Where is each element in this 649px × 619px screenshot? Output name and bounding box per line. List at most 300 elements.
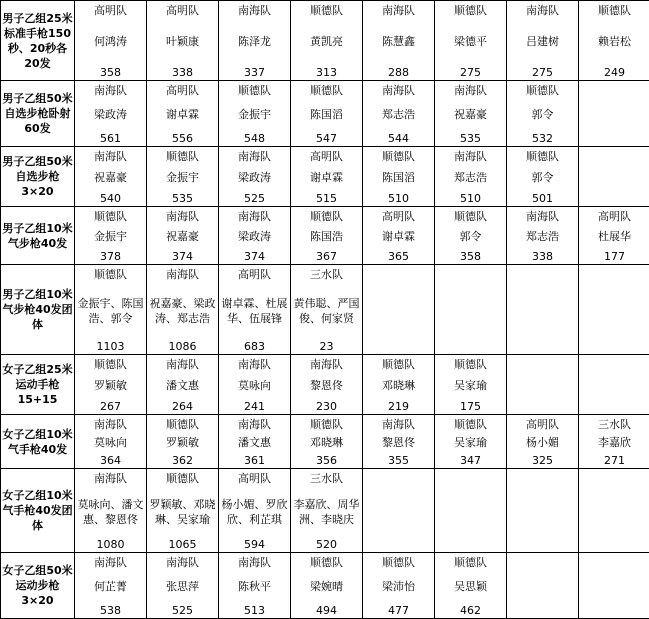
team-name: 南海队 [435, 81, 506, 98]
athlete-names: 梁政涛 [219, 229, 290, 244]
result-cell [507, 415, 579, 469]
result-entry [363, 81, 434, 146]
team-name: 三水队 [291, 265, 362, 282]
result-entry [507, 1, 578, 80]
athlete-names: 陈国滔 [363, 170, 434, 185]
team-name: 顺德队 [435, 553, 506, 570]
score: 532 [507, 131, 578, 146]
result-entry [75, 265, 146, 354]
score: 1080 [75, 537, 146, 552]
result-cell [147, 147, 219, 207]
score: 547 [291, 131, 362, 146]
result-cell [507, 81, 579, 147]
event-row [1, 469, 649, 553]
result-entry [435, 207, 506, 264]
event-row [1, 265, 649, 355]
result-cell [435, 355, 507, 415]
athlete-names: 金振宇 [147, 170, 218, 185]
team-name: 南海队 [363, 1, 434, 18]
score: 241 [219, 399, 290, 414]
event-title: 男子乙组50米自选步枪3×20 [1, 147, 75, 207]
score: 535 [435, 131, 506, 146]
result-cell [75, 415, 147, 469]
team-name: 顺德队 [363, 553, 434, 570]
result-entry [507, 415, 578, 468]
empty-cell [435, 265, 507, 355]
score: 338 [507, 249, 578, 264]
team-name: 南海队 [219, 355, 290, 372]
team-name: 南海队 [75, 415, 146, 432]
athlete-names: 陈国浩 [291, 229, 362, 244]
result-cell [219, 207, 291, 265]
result-entry [435, 81, 506, 146]
team-name: 顺德队 [291, 415, 362, 432]
score: 358 [75, 65, 146, 80]
result-entry [75, 81, 146, 146]
result-entry [291, 355, 362, 414]
event-title: 女子乙组50米运动步枪3×20 [1, 553, 75, 619]
result-entry [579, 207, 649, 264]
score: 510 [363, 191, 434, 206]
score: 325 [507, 453, 578, 468]
team-name: 南海队 [219, 415, 290, 432]
empty-cell [579, 553, 649, 619]
team-name: 顺德队 [363, 355, 434, 372]
result-cell [219, 553, 291, 619]
score: 362 [147, 453, 218, 468]
team-name: 高明队 [507, 415, 578, 432]
athlete-names: 梁婉晴 [291, 579, 362, 594]
result-cell [219, 415, 291, 469]
athlete-names: 黎恩佟 [291, 378, 362, 393]
score: 361 [219, 453, 290, 468]
athlete-names: 陈泽龙 [219, 34, 290, 49]
score: 267 [75, 399, 146, 414]
score: 356 [291, 453, 362, 468]
athlete-names: 吴家瑜 [435, 378, 506, 393]
score: 535 [147, 191, 218, 206]
result-entry [75, 147, 146, 206]
team-name: 南海队 [363, 415, 434, 432]
team-name: 南海队 [219, 1, 290, 18]
athlete-names: 罗颖敏 [147, 435, 218, 450]
result-cell [219, 1, 291, 81]
result-entry [219, 415, 290, 468]
result-cell [435, 147, 507, 207]
athlete-names: 金振宇、陈国浩、郭令 [75, 296, 146, 326]
athlete-names: 谢卓霖、杜展华、伍展锋 [219, 296, 290, 326]
result-cell [291, 355, 363, 415]
result-entry [75, 207, 146, 264]
event-row [1, 207, 649, 265]
score: 355 [363, 453, 434, 468]
result-entry [363, 1, 434, 80]
athlete-names: 陈国滔 [291, 107, 362, 122]
event-row [1, 415, 649, 469]
event-title: 女子乙组10米气手枪40发 [1, 415, 75, 469]
team-name: 高明队 [579, 207, 649, 224]
team-name: 南海队 [147, 207, 218, 224]
athlete-names: 潘文惠 [219, 435, 290, 450]
result-cell [147, 265, 219, 355]
result-cell [507, 1, 579, 81]
result-entry [507, 207, 578, 264]
result-entry [219, 355, 290, 414]
team-name: 顺德队 [219, 81, 290, 98]
athlete-names: 罗颖敏 [75, 378, 146, 393]
athlete-names: 吴思颖 [435, 579, 506, 594]
result-cell [75, 81, 147, 147]
result-entry [147, 469, 218, 552]
score: 249 [579, 65, 649, 80]
result-entry [363, 147, 434, 206]
score: 313 [291, 65, 362, 80]
result-entry [147, 1, 218, 80]
result-entry [75, 1, 146, 80]
result-entry [219, 207, 290, 264]
team-name: 南海队 [507, 1, 578, 18]
athlete-names: 潘文惠 [147, 378, 218, 393]
score: 365 [363, 249, 434, 264]
result-cell [75, 469, 147, 553]
result-entry [291, 265, 362, 354]
result-cell [291, 207, 363, 265]
result-cell [579, 207, 649, 265]
score: 275 [507, 65, 578, 80]
result-entry [363, 553, 434, 618]
result-cell [435, 207, 507, 265]
result-entry [219, 553, 290, 618]
result-entry [363, 415, 434, 468]
team-name: 顺德队 [291, 1, 362, 18]
result-entry [435, 147, 506, 206]
result-cell [147, 207, 219, 265]
team-name: 顺德队 [435, 415, 506, 432]
score: 544 [363, 131, 434, 146]
result-entry [291, 415, 362, 468]
team-name: 顺德队 [147, 147, 218, 164]
team-name: 南海队 [291, 355, 362, 372]
team-name: 三水队 [291, 469, 362, 486]
event-row [1, 81, 649, 147]
result-entry [291, 469, 362, 552]
team-name: 顺德队 [507, 81, 578, 98]
athlete-names: 杨小媚、罗欣欣、利芷琪 [219, 497, 290, 527]
athlete-names: 陈秋平 [219, 579, 290, 594]
team-name: 顺德队 [291, 81, 362, 98]
athlete-names: 梁政涛 [75, 107, 146, 122]
score: 494 [291, 603, 362, 618]
athlete-names: 李嘉欣、周华洲、李晓庆 [291, 497, 362, 527]
athlete-names: 邓晓琳 [291, 435, 362, 450]
athlete-names: 郑志浩 [435, 170, 506, 185]
athlete-names: 郭令 [435, 229, 506, 244]
team-name: 高明队 [363, 207, 434, 224]
score: 288 [363, 65, 434, 80]
event-title: 女子乙组10米气手枪40发团体 [1, 469, 75, 553]
athlete-names: 何芷菁 [75, 579, 146, 594]
result-entry [147, 147, 218, 206]
athlete-names: 谢卓霖 [147, 107, 218, 122]
result-cell [291, 469, 363, 553]
result-entry [219, 1, 290, 80]
athlete-names: 陈慧鑫 [363, 34, 434, 49]
score: 548 [219, 131, 290, 146]
team-name: 顺德队 [75, 207, 146, 224]
team-name: 南海队 [75, 81, 146, 98]
team-name: 顺德队 [363, 147, 434, 164]
team-name: 南海队 [75, 147, 146, 164]
athlete-names: 谢卓霖 [291, 170, 362, 185]
result-entry [219, 81, 290, 146]
athlete-names: 郑志浩 [363, 107, 434, 122]
result-cell [363, 1, 435, 81]
result-entry [507, 81, 578, 146]
athlete-names: 邓晓琳 [363, 378, 434, 393]
score: 271 [579, 453, 649, 468]
team-name: 三水队 [579, 415, 649, 432]
result-entry [75, 469, 146, 552]
score: 525 [147, 603, 218, 618]
empty-cell [435, 469, 507, 553]
score: 520 [291, 537, 362, 552]
result-entry [75, 415, 146, 468]
result-cell [291, 265, 363, 355]
athlete-names: 金振宇 [219, 107, 290, 122]
empty-cell [579, 469, 649, 553]
score: 683 [219, 339, 290, 354]
team-name: 顺德队 [147, 469, 218, 486]
score: 367 [291, 249, 362, 264]
result-cell [147, 469, 219, 553]
result-cell [579, 415, 649, 469]
athlete-names: 莫咏向 [219, 378, 290, 393]
score: 1103 [75, 339, 146, 354]
result-entry [507, 147, 578, 206]
team-name: 顺德队 [435, 207, 506, 224]
team-name: 顺德队 [291, 207, 362, 224]
empty-cell [507, 355, 579, 415]
team-name: 南海队 [507, 207, 578, 224]
result-cell [291, 553, 363, 619]
event-title: 女子乙组25米运动手枪15+15 [1, 355, 75, 415]
athlete-names: 梁政涛 [219, 170, 290, 185]
empty-cell [507, 553, 579, 619]
score: 540 [75, 191, 146, 206]
result-cell [435, 553, 507, 619]
athlete-names: 吕建树 [507, 34, 578, 49]
result-entry [435, 355, 506, 414]
team-name: 顺德队 [75, 355, 146, 372]
result-entry [147, 207, 218, 264]
result-entry [291, 147, 362, 206]
result-cell [363, 553, 435, 619]
athlete-names: 郭令 [507, 107, 578, 122]
result-cell [363, 415, 435, 469]
athlete-names: 谢卓霖 [363, 229, 434, 244]
result-cell [291, 81, 363, 147]
result-entry [435, 1, 506, 80]
result-entry [147, 81, 218, 146]
result-cell [363, 207, 435, 265]
empty-cell [579, 81, 649, 147]
score: 275 [435, 65, 506, 80]
result-cell [75, 147, 147, 207]
result-cell [147, 415, 219, 469]
score: 23 [291, 339, 362, 354]
result-cell [363, 147, 435, 207]
empty-cell [363, 469, 435, 553]
athlete-names: 金振宇 [75, 229, 146, 244]
team-name: 南海队 [219, 207, 290, 224]
result-cell [147, 355, 219, 415]
result-entry [363, 355, 434, 414]
athlete-names: 叶颖康 [147, 34, 218, 49]
event-row [1, 1, 649, 81]
score: 538 [75, 603, 146, 618]
result-cell [507, 207, 579, 265]
athlete-names: 莫咏向、潘文惠、黎恩佟 [75, 497, 146, 527]
result-cell [291, 415, 363, 469]
empty-cell [507, 265, 579, 355]
athlete-names: 祝嘉豪 [75, 170, 146, 185]
score: 358 [435, 249, 506, 264]
team-name: 顺德队 [435, 1, 506, 18]
result-entry [219, 469, 290, 552]
team-name: 顺德队 [147, 415, 218, 432]
score: 515 [291, 191, 362, 206]
event-row [1, 147, 649, 207]
result-cell [147, 553, 219, 619]
score: 510 [435, 191, 506, 206]
team-name: 高明队 [75, 1, 146, 18]
team-name: 高明队 [219, 265, 290, 282]
athlete-names: 郭令 [507, 170, 578, 185]
score: 561 [75, 131, 146, 146]
athlete-names: 莫咏向 [75, 435, 146, 450]
result-entry [219, 147, 290, 206]
result-entry [147, 553, 218, 618]
result-entry [291, 1, 362, 80]
team-name: 高明队 [147, 1, 218, 18]
result-entry [147, 355, 218, 414]
result-cell [507, 147, 579, 207]
result-entry [75, 553, 146, 618]
team-name: 南海队 [219, 147, 290, 164]
athlete-names: 梁德平 [435, 34, 506, 49]
team-name: 南海队 [363, 81, 434, 98]
result-cell [291, 147, 363, 207]
team-name: 南海队 [147, 355, 218, 372]
result-cell [363, 355, 435, 415]
empty-cell [579, 147, 649, 207]
score: 347 [435, 453, 506, 468]
empty-cell [363, 265, 435, 355]
athlete-names: 吴家瑜 [435, 435, 506, 450]
athlete-names: 黎恩佟 [363, 435, 434, 450]
score: 1065 [147, 537, 218, 552]
result-cell [219, 81, 291, 147]
score: 374 [219, 249, 290, 264]
result-cell [147, 81, 219, 147]
score: 594 [219, 537, 290, 552]
score: 337 [219, 65, 290, 80]
score: 462 [435, 603, 506, 618]
athlete-names: 张思萍 [147, 579, 218, 594]
result-entry [363, 207, 434, 264]
result-cell [219, 355, 291, 415]
result-cell [579, 1, 649, 81]
athlete-names: 何鸿涛 [75, 34, 146, 49]
score: 556 [147, 131, 218, 146]
event-row [1, 355, 649, 415]
score: 374 [147, 249, 218, 264]
team-name: 顺德队 [435, 355, 506, 372]
team-name: 顺德队 [291, 553, 362, 570]
athlete-names: 祝嘉豪 [147, 229, 218, 244]
event-row [1, 553, 649, 619]
team-name: 南海队 [147, 265, 218, 282]
team-name: 顺德队 [507, 147, 578, 164]
athlete-names: 祝嘉豪 [435, 107, 506, 122]
score: 175 [435, 399, 506, 414]
score: 525 [219, 191, 290, 206]
team-name: 顺德队 [75, 265, 146, 282]
result-entry [291, 207, 362, 264]
result-cell [219, 469, 291, 553]
result-entry [75, 355, 146, 414]
score: 477 [363, 603, 434, 618]
result-entry [579, 415, 649, 468]
athlete-names: 梁沛怡 [363, 579, 434, 594]
result-cell [75, 265, 147, 355]
event-title: 男子乙组10米气步枪40发团体 [1, 265, 75, 355]
result-cell [219, 147, 291, 207]
result-cell [435, 81, 507, 147]
result-entry [579, 1, 649, 80]
empty-cell [579, 355, 649, 415]
athlete-names: 黄伟聪、严国俊、何家贤 [291, 296, 362, 326]
result-cell [435, 1, 507, 81]
athlete-names: 黄凯亮 [291, 34, 362, 49]
score: 501 [507, 191, 578, 206]
athlete-names: 郑志浩 [507, 229, 578, 244]
team-name: 南海队 [147, 553, 218, 570]
athlete-names: 祝嘉豪、梁政涛、郑志浩 [147, 296, 218, 326]
event-title: 男子乙组50米自选步枪卧射60发 [1, 81, 75, 147]
result-entry [435, 553, 506, 618]
result-cell [291, 1, 363, 81]
team-name: 高明队 [219, 469, 290, 486]
empty-cell [579, 265, 649, 355]
team-name: 高明队 [147, 81, 218, 98]
athlete-names: 赖岩松 [579, 34, 649, 49]
result-cell [75, 355, 147, 415]
empty-cell [507, 469, 579, 553]
score: 378 [75, 249, 146, 264]
result-entry [291, 81, 362, 146]
athlete-names: 罗颖敏、邓晓琳、吴家瑜 [147, 497, 218, 527]
score: 364 [75, 453, 146, 468]
team-name: 顺德队 [579, 1, 649, 18]
score: 338 [147, 65, 218, 80]
event-title: 男子乙组10米气步枪40发 [1, 207, 75, 265]
score: 264 [147, 399, 218, 414]
result-cell [219, 265, 291, 355]
team-name: 南海队 [75, 469, 146, 486]
team-name: 高明队 [291, 147, 362, 164]
score: 1086 [147, 339, 218, 354]
